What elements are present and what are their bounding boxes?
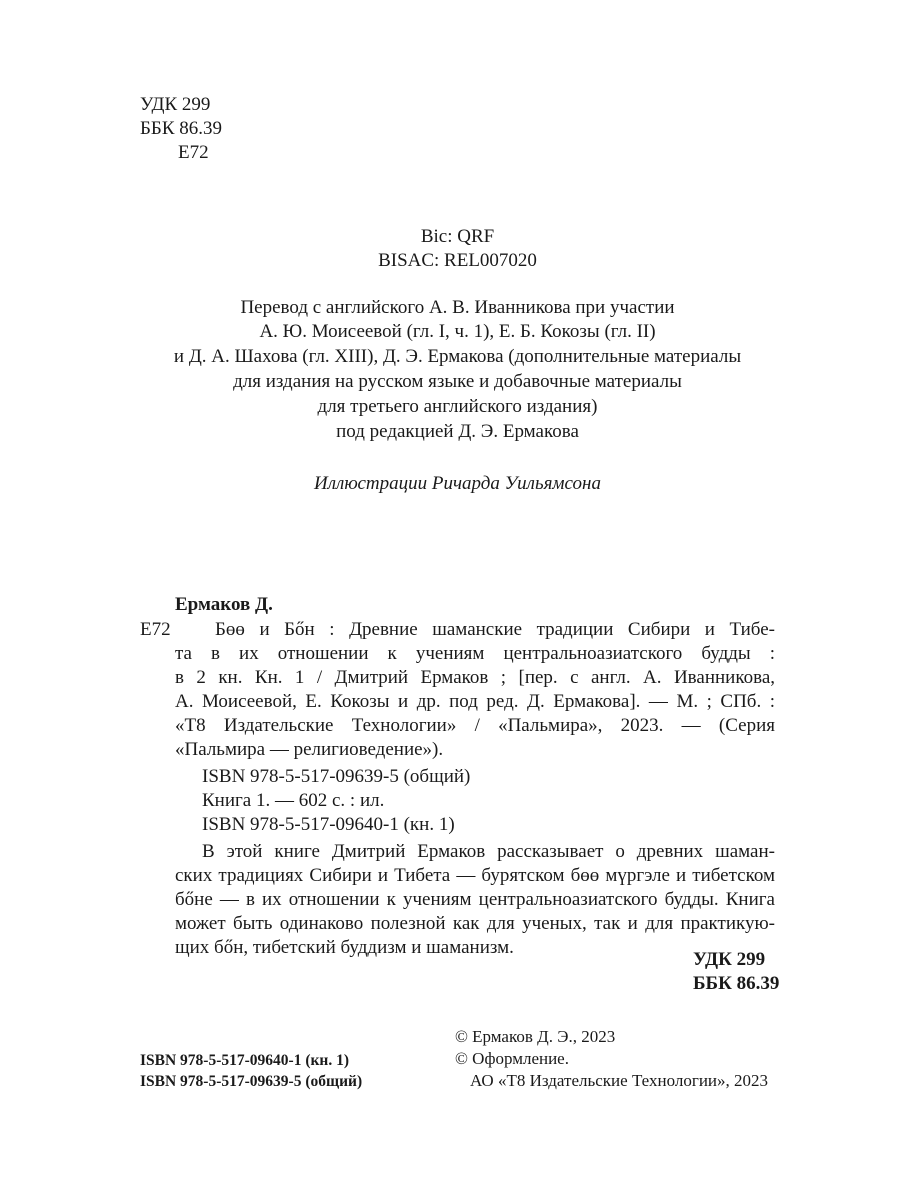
copyright-publisher: АО «Т8 Издательские Технологии», 2023	[470, 1071, 769, 1090]
catalog-bbk: ББК 86.39	[693, 973, 780, 994]
translation-line: для третьего английского издания)	[317, 396, 598, 417]
catalog-volume: Книга 1. — 602 с. : ил.	[202, 790, 385, 811]
translation-line: Перевод с английского А. В. Иванникова при участии	[240, 297, 675, 318]
catalog-code: Е72	[140, 619, 171, 640]
copyright-design: © Оформление.	[455, 1049, 569, 1068]
abstract-line: может быть одинаково полезной как для ученых, так и для практикую-	[175, 913, 775, 934]
catalog-line: Бөө и Бőн : Древние шаманские традиции Сибири и Тибе-	[215, 619, 775, 640]
bic-code: Bic: QRF	[420, 226, 495, 247]
catalog-line: та в их отношении к учениям центральноазиатского будды :	[175, 643, 775, 664]
catalog-line: «Пальмира — религиоведение»).	[175, 739, 444, 760]
catalog-line: «Т8 Издательские Технологии» / «Пальмира», 2023. — (Серия	[175, 715, 775, 736]
footer-isbn-book: ISBN 978-5-517-09640-1 (кн. 1)	[140, 1052, 350, 1069]
catalog-author: Ермаков Д.	[175, 594, 273, 615]
translation-line: и Д. А. Шахова (гл. XIII), Д. Э. Ермакова (дополнительные материалы	[173, 346, 742, 367]
footer-isbn-common: ISBN 978-5-517-09639-5 (общий)	[140, 1073, 363, 1090]
catalog-line: А. Моисеевой, Е. Кокозы и др. под ред. Д. Ермакова]. — М. ; СПб. :	[175, 691, 775, 712]
abstract-line: ских традициях Сибири и Тибета — бурятском бөө мүргэле и тибетском	[175, 865, 775, 886]
bisac-code: BISAC: REL007020	[378, 250, 537, 271]
header-bbk: ББК 86.39	[140, 118, 222, 139]
translation-line: под редакцией Д. Э. Ермакова	[336, 421, 579, 442]
header-code: Е72	[178, 142, 209, 163]
catalog-line: в 2 кн. Кн. 1 / Дмитрий Ермаков ; [пер. с англ. А. Иванникова,	[175, 667, 775, 688]
catalog-isbn-book: ISBN 978-5-517-09640-1 (кн. 1)	[202, 814, 455, 835]
abstract-line: щих бőн, тибетский буддизм и шаманизм.	[175, 937, 514, 958]
abstract-line: В этой книге Дмитрий Ермаков рассказывает о древних шаман-	[202, 841, 775, 862]
illustrations-credit: Иллюстрации Ричарда Уильямсона	[314, 473, 601, 494]
header-udk: УДК 299	[140, 94, 211, 115]
translation-line: А. Ю. Моисеевой (гл. I, ч. 1), Е. Б. Кокозы (гл. II)	[259, 321, 656, 342]
translation-line: для издания на русском языке и добавочные материалы	[233, 371, 682, 392]
catalog-isbn-common: ISBN 978-5-517-09639-5 (общий)	[202, 766, 471, 787]
abstract-line: бőне — в их отношении к учениям центральноазиатского будды. Книга	[175, 889, 775, 910]
copyright-author: © Ермаков Д. Э., 2023	[455, 1027, 616, 1046]
catalog-udk: УДК 299	[693, 949, 766, 970]
